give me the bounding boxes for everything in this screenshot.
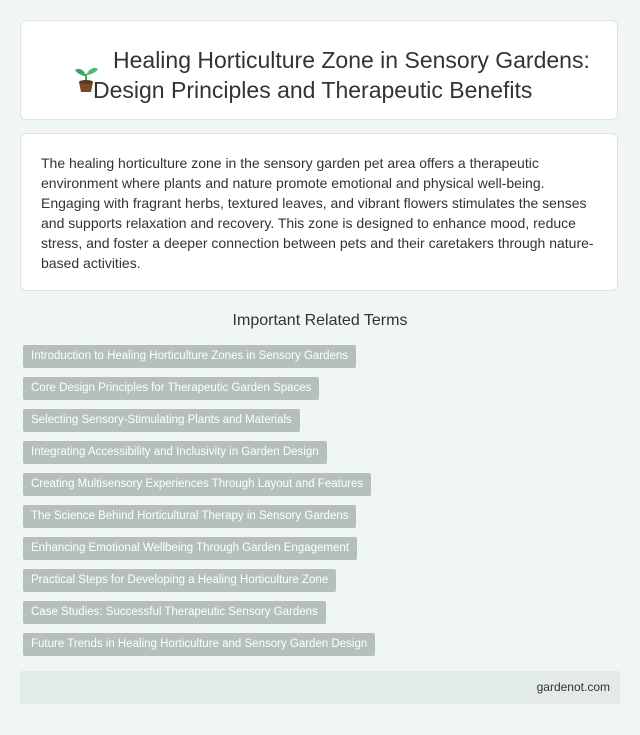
list-item	[23, 569, 603, 592]
related-term-link[interactable]: Future Trends in Healing Horticulture and Sensory Garden Design	[23, 633, 375, 656]
related-term-link[interactable]: Creating Multisensory Experiences Through Layout and Features	[23, 473, 371, 496]
list-item	[23, 505, 603, 528]
list-item	[23, 473, 603, 496]
page-title: Healing Horticulture Zone in Sensory Gardens: Design Principles and Therapeutic Benefits	[93, 47, 590, 103]
title-card	[20, 20, 618, 120]
related-term-link[interactable]: Introduction to Healing Horticulture Zones in Sensory Gardens	[23, 345, 356, 368]
list-item	[23, 377, 603, 400]
list-item	[23, 537, 603, 560]
list-item	[23, 633, 603, 656]
footer-site-link[interactable]: gardenot.com	[536, 680, 610, 694]
footer	[20, 671, 620, 704]
list-item	[23, 441, 603, 464]
description-text: The healing horticulture zone in the sensory garden pet area offers a therapeutic environment where plants and nature promote emotional and physical well-being. Engaging with fragrant herbs, textured leaves, and vibrant flowers stimulates the senses and supports relaxation and recovery. This zone is designed to enhance mood, reduce stress, and foster a deeper connection between pets and their caretakers through nature-based activities.	[41, 155, 594, 271]
related-terms-list	[23, 345, 603, 665]
description-card	[20, 133, 618, 291]
related-term-link[interactable]: Practical Steps for Developing a Healing Horticulture Zone	[23, 569, 336, 592]
related-term-link[interactable]: Core Design Principles for Therapeutic Garden Spaces	[23, 377, 319, 400]
related-term-link[interactable]: Selecting Sensory-Stimulating Plants and Materials	[23, 409, 300, 432]
list-item	[23, 345, 603, 368]
list-item	[23, 601, 603, 624]
related-term-link[interactable]: Enhancing Emotional Wellbeing Through Garden Engagement	[23, 537, 357, 560]
list-item	[23, 409, 603, 432]
related-term-link[interactable]: Case Studies: Successful Therapeutic Sensory Gardens	[23, 601, 326, 624]
related-term-link[interactable]: Integrating Accessibility and Inclusivity in Garden Design	[23, 441, 327, 464]
related-terms-heading: Important Related Terms	[232, 312, 408, 329]
related-term-link[interactable]: The Science Behind Horticultural Therapy in Sensory Gardens	[23, 505, 356, 528]
